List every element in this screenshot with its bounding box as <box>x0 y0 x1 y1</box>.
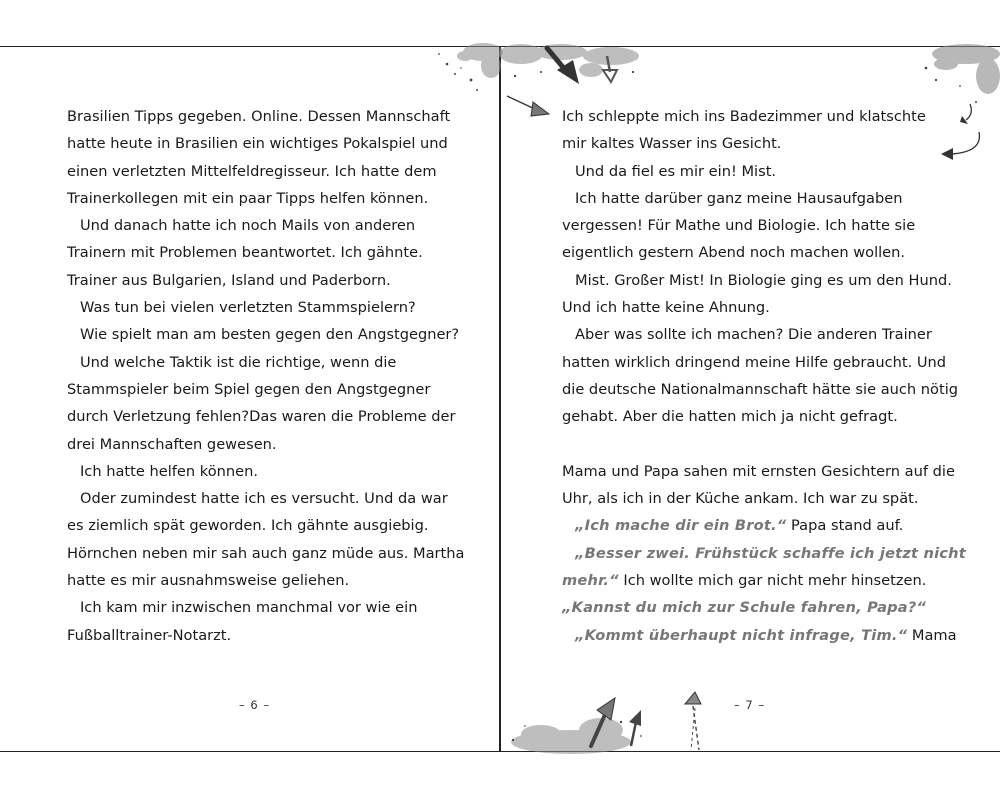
text-line: hatte heute in Brasilien ein wichtiges Pokalspiel und <box>67 135 448 153</box>
text-line <box>562 622 966 649</box>
narration: Ich wollte mich gar nicht mehr hinsetzen. <box>618 572 927 590</box>
text-line: eigentlich gestern Abend noch machen wollen. <box>562 244 906 262</box>
arrow-down-small-icon <box>599 54 621 84</box>
text-line: Brasilien Tipps gegeben. Online. Dessen Mannschaft <box>67 108 451 125</box>
text-line: drei Mannschaften gewesen. <box>67 435 277 453</box>
text-line: Wie spielt man am besten gegen den Angstgegner? <box>80 326 460 344</box>
text-line: hatten wirklich dringend meine Hilfe gebraucht. Und <box>562 353 947 371</box>
text-line: Trainern mit Problemen beantwortet. Ich gähnte. <box>67 244 423 262</box>
arrow-up-small-icon <box>625 708 645 748</box>
text-line <box>562 594 966 621</box>
text-line <box>562 567 966 594</box>
text-line: es ziemlich spät geworden. Ich gähnte ausgiebig. <box>67 517 429 535</box>
text-line <box>562 512 966 539</box>
page-number-right: – 7 – <box>734 698 766 712</box>
dialogue-speech: „Besser zwei. Frühstück schaffe ich jetzt nicht <box>575 544 966 562</box>
text-line: Was tun bei vielen verletzten Stammspielern? <box>80 299 416 317</box>
text-line <box>562 485 966 512</box>
text-line: Und ich hatte keine Ahnung. <box>562 299 770 317</box>
text-line: Ich hatte darüber ganz meine Hausaufgaben <box>575 189 903 207</box>
page-number-left: – 6 – <box>239 698 271 712</box>
text-line: Oder zumindest hatte ich es versucht. Und da war <box>80 490 448 508</box>
arrow-up-dashed-icon <box>681 690 711 752</box>
text-line: Mist. Großer Mist! In Biologie ging es um den Hund. <box>575 271 952 289</box>
right-page-text <box>562 103 966 649</box>
dialogue-speech: „Ich mache dir ein Brot.“ <box>575 517 787 535</box>
text-line: Hörnchen neben mir sah auch ganz müde aus. Martha <box>67 544 465 562</box>
narration: Mama und Papa sahen mit ernsten Gesichtern auf die <box>562 462 955 480</box>
text-line: Und da fiel es mir ein! Mist. <box>575 162 777 180</box>
right-page <box>501 46 1000 752</box>
arrow-up-large-icon <box>585 696 619 748</box>
narration: Papa stand auf. <box>786 517 904 535</box>
text-line: Aber was sollte ich machen? Die anderen Trainer <box>575 326 932 344</box>
text-line: Und danach hatte ich noch Mails von anderen <box>80 217 416 235</box>
text-line: Ich schleppte mich ins Badezimmer und klatschte <box>562 108 926 125</box>
text-line: Und welche Taktik ist die richtige, wenn die <box>80 353 397 371</box>
narration: Uhr, als ich in der Küche ankam. Ich war zu spät. <box>562 490 919 508</box>
arrow-right-pointer-icon <box>505 94 551 120</box>
text-line <box>562 458 966 485</box>
text-line <box>562 540 966 567</box>
dialogue-speech: „Kommt überhaupt nicht infrage, Tim.“ <box>575 626 908 644</box>
text-line: die deutsche Nationalmannschaft hätte sie auch nötig <box>562 380 959 398</box>
text-line: Trainerkollegen mit ein paar Tipps helfen können. <box>67 189 429 207</box>
text-line: gehabt. Aber die hatten mich ja nicht gefragt. <box>562 408 898 426</box>
text-line: Stammspieler beim Spiel gegen den Angstgegner <box>67 380 431 398</box>
text-line: durch Verletzung fehlen?Das waren die Probleme der <box>67 408 456 426</box>
text-line: Ich kam mir inzwischen manchmal vor wie ein <box>80 599 418 617</box>
text-line: Ich hatte helfen können. <box>80 462 258 480</box>
text-line: einen verletzten Mittelfeldregisseur. Ich hatte dem <box>67 162 437 180</box>
text-line: mir kaltes Wasser ins Gesicht. <box>562 135 782 153</box>
left-page-text <box>67 103 464 649</box>
dialogue-speech: „Kannst du mich zur Schule fahren, Papa?“ <box>562 599 927 617</box>
left-page <box>0 46 499 752</box>
text-line: hatte es mir ausnahmsweise geliehen. <box>67 572 350 590</box>
arrow-down-large-icon <box>541 46 585 90</box>
text-line: Trainer aus Bulgarien, Island und Paderborn. <box>67 271 391 289</box>
section-break <box>562 431 966 458</box>
narration: Mama <box>907 626 957 644</box>
ink-splatter-top-left-page <box>425 46 499 106</box>
text-line: Fußballtrainer-Notarzt. <box>67 626 232 644</box>
text-line: vergessen! Für Mathe und Biologie. Ich hatte sie <box>562 217 916 235</box>
dialogue-speech: mehr.“ <box>562 572 619 590</box>
